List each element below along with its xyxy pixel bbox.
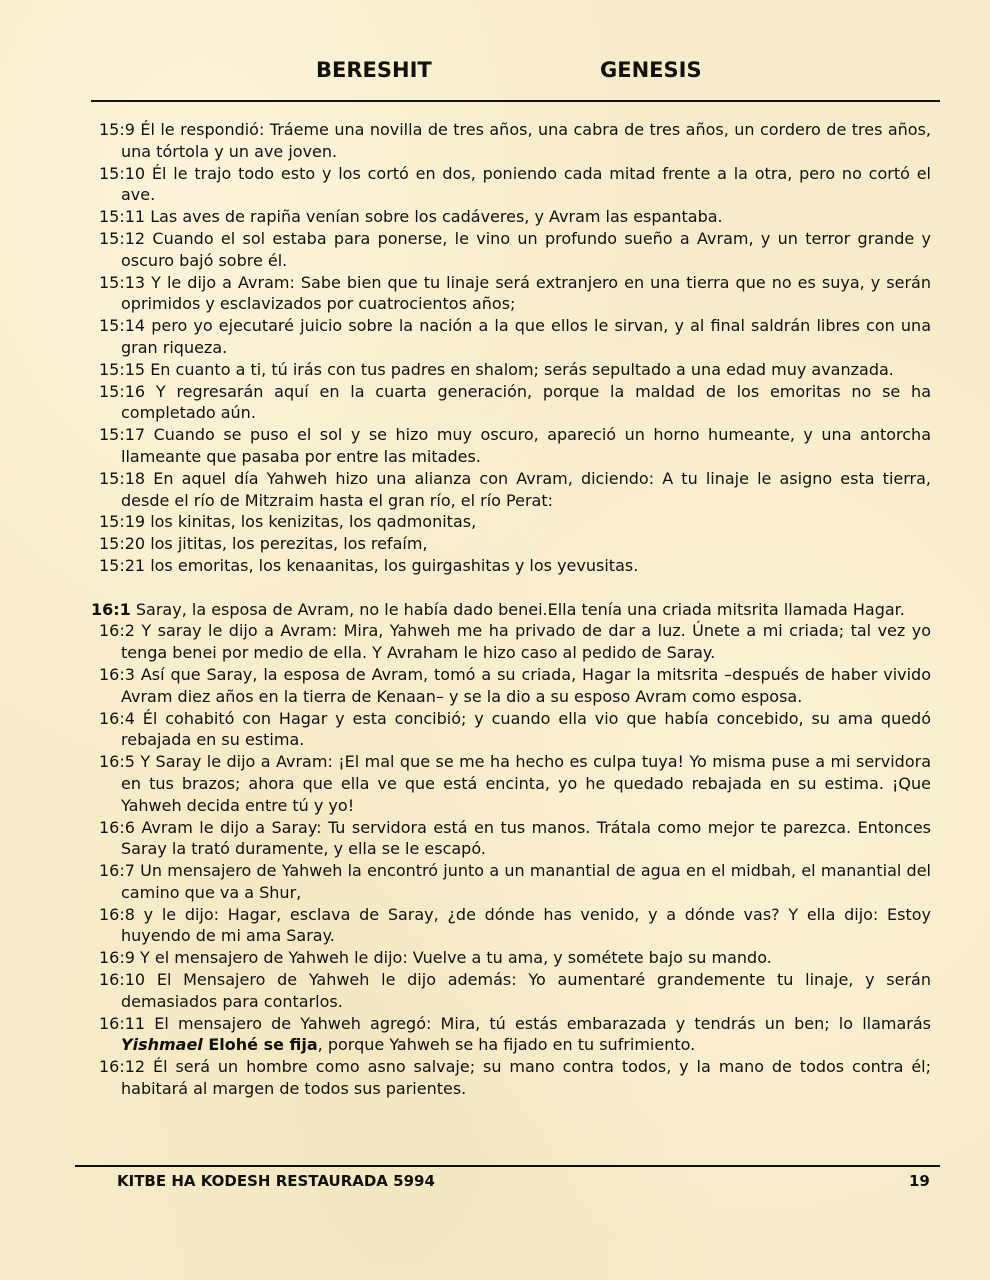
verse-text: Saray, la esposa de Avram, no le había dado benei.Ella tenía una criada mitsrita llamada Hagar. xyxy=(130,599,905,619)
verse: 15:18 En aquel día Yahweh hizo una alianza con Avram, diciendo: A tu linaje le asigno esta tierra, desde el río de Mitzraim hasta el gran río, el río Perat: xyxy=(99,468,931,510)
verse: 16:10 El Mensajero de Yahweh le dijo además: Yo aumentaré grandemente tu linaje, y serán demasiados para contarlos. xyxy=(99,970,931,1011)
chapter-number: 16:1 xyxy=(91,599,131,619)
verse: 16:3 Así que Saray, la esposa de Avram, tomó a su criada, Hagar la mitsrita –después de haber vivido Avram diez años en la tierra de Kenaan– y se la dio a su esposo Avram como esposa. xyxy=(99,664,931,706)
verse: 16:6 Avram le dijo a Saray: Tu servidora está en tus manos. Trátala como mejor te parezca. Entonces Saray la trató duramente, y ella se le escapó. xyxy=(99,817,931,859)
scripture-text xyxy=(91,119,931,1100)
verse: 15:10 Él le trajo todo esto y los cortó en dos, poniendo cada mitad frente a la otra, pero no cortó el ave. xyxy=(99,163,931,205)
verse: 16:9 Y el mensajero de Yahweh le dijo: Vuelve a tu ama, y sométete bajo su mando. xyxy=(99,948,772,968)
name-yishmael: Yishmael xyxy=(121,1035,203,1055)
verse: 16:7 Un mensajero de Yahweh la encontró junto a un manantial de agua en el midbah, el manantial del camino que va a Shur, xyxy=(99,861,931,902)
verse: 16:4 Él cohabitó con Hagar y esta concibió; y cuando ella vio que había concebido, su ama quedó rebajada en su estima. xyxy=(99,708,931,750)
chapter-gap xyxy=(99,577,931,599)
verse: 15:20 los jititas, los perezitas, los refaím, xyxy=(99,534,428,554)
verse: 15:19 los kinitas, los kenizitas, los qadmonitas, xyxy=(99,512,477,532)
name-meaning: Elohé se fija xyxy=(202,1035,318,1055)
header-book-title: GENESIS xyxy=(600,58,702,82)
verse-text: , porque Yahweh se ha fijado en tu sufrimiento. xyxy=(317,1035,696,1055)
verse-text: 16:11 El mensajero de Yahweh agregó: Mira, tú estás embarazada y tendrás un ben; lo llamarás xyxy=(99,1013,931,1033)
verse: 15:17 Cuando se puso el sol y se hizo muy oscuro, apareció un horno humeante, y una antorcha llameante que pasaba por entre las mitades. xyxy=(99,425,931,466)
chapter-16-start xyxy=(91,599,931,621)
verse: 16:8 y le dijo: Hagar, esclava de Saray, ¿de dónde has venido, y a dónde vas? Y ella dijo: Estoy huyendo de mi ama Saray. xyxy=(99,904,931,946)
verse-16-11 xyxy=(99,1013,931,1057)
verse: 15:16 Y regresarán aquí en la cuarta generación, porque la maldad de los emoritas no se ha completado aún. xyxy=(99,381,931,423)
verse: 15:21 los emoritas, los kenaanitas, los guirgashitas y los yevusitas. xyxy=(99,555,639,575)
footer-rule xyxy=(75,1165,940,1167)
header-hebrew-title: BERESHIT xyxy=(316,58,432,82)
verse: 16:12 Él será un hombre como asno salvaje; su mano contra todos, y la mano de todos contra él; habitará al margen de todos sus parientes. xyxy=(99,1057,931,1099)
verse: 15:13 Y le dijo a Avram: Sabe bien que tu linaje será extranjero en una tierra que no es suya, y serán oprimidos y esclavizados por cuatrocientos años; xyxy=(99,272,931,314)
verse: 15:11 Las aves de rapiña venían sobre los cadáveres, y Avram las espantaba. xyxy=(99,207,723,227)
page-number: 19 xyxy=(909,1172,930,1190)
header-rule xyxy=(91,100,940,102)
verse: 15:9 Él le respondió: Tráeme una novilla de tres años, una cabra de tres años, un cordero de tres años, una tórtola y un ave joven. xyxy=(99,120,931,161)
verse: 16:2 Y saray le dijo a Avram: Mira, Yahweh me ha privado de dar a luz. Únete a mi criada; tal vez yo tenga benei por medio de ella. Y Avraham le hizo caso al pedido de Saray. xyxy=(99,621,931,663)
footer-book-name: KITBE HA KODESH RESTAURADA 5994 xyxy=(117,1172,435,1190)
verse: 16:5 Y Saray le dijo a Avram: ¡El mal que se me ha hecho es culpa tuya! Yo misma puse a mi servidora en tus brazos; ahora que ella ve que está encinta, yo he quedado rebajada en su estima. ¡Que Yahweh decida entre tú y yo! xyxy=(99,752,931,815)
verse: 15:12 Cuando el sol estaba para ponerse, le vino un profundo sueño a Avram, y un terror grande y oscuro bajó sobre él. xyxy=(99,228,931,270)
page-header xyxy=(0,58,990,88)
verse: 15:15 En cuanto a ti, tú irás con tus padres en shalom; serás sepultado a una edad muy avanzada. xyxy=(99,359,894,379)
verse: 15:14 pero yo ejecutaré juicio sobre la nación a la que ellos le sirvan, y al final saldrán libres con una gran riqueza. xyxy=(99,316,931,357)
